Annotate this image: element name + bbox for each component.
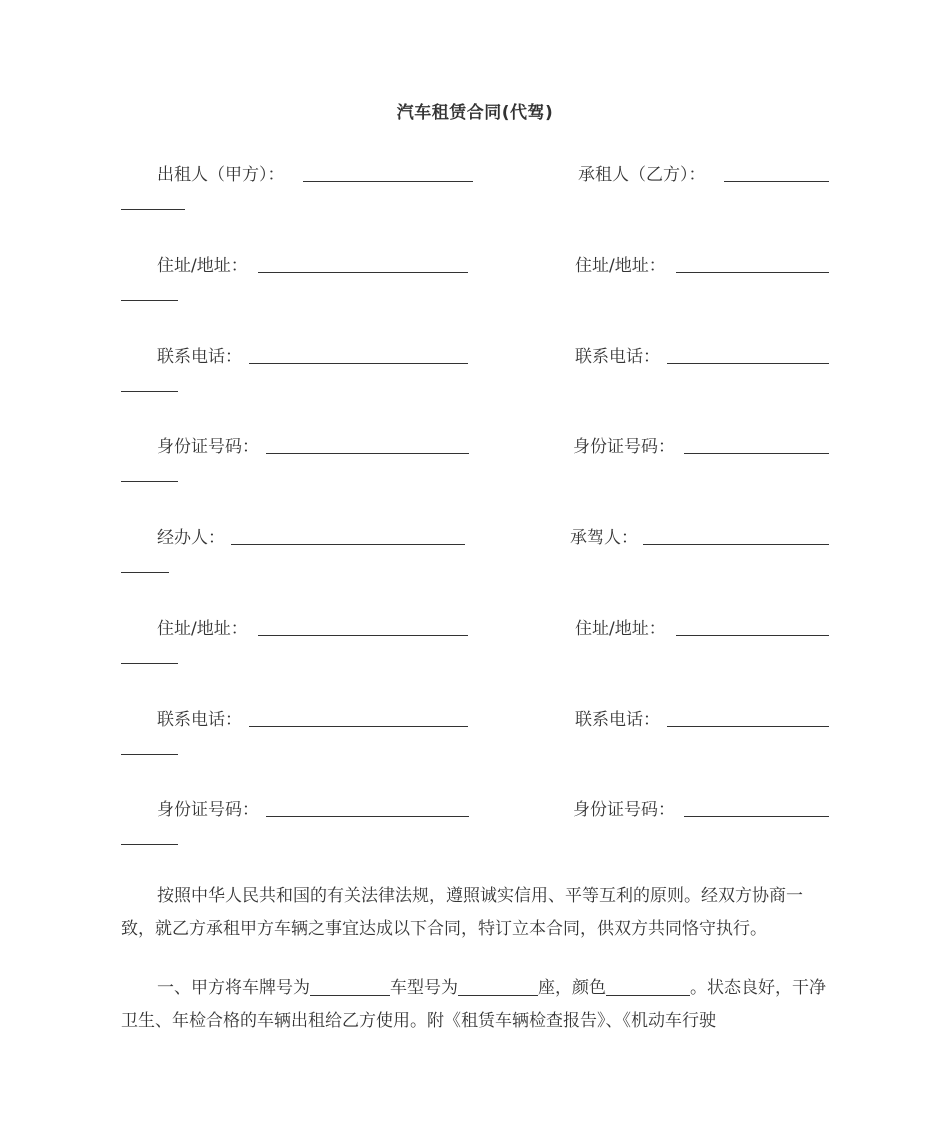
lessee-id-label: 身份证号码： <box>573 437 675 457</box>
driver-id-blank-continued[interactable] <box>121 844 178 845</box>
plate-number-blank[interactable] <box>310 978 390 996</box>
driver-blank-continued[interactable] <box>121 572 169 573</box>
clause-1-part-2: 车型号为 <box>390 978 458 998</box>
lessee-phone-label: 联系电话： <box>575 347 660 367</box>
lessor-blank[interactable] <box>303 181 473 182</box>
lessee-blank[interactable] <box>724 181 829 182</box>
driver-blank[interactable] <box>643 544 829 545</box>
lessee-label: 承租人（乙方）： <box>578 165 706 185</box>
lessor-address-label: 住址/地址： <box>157 256 248 276</box>
driver-label: 承驾人： <box>570 528 638 548</box>
agent-id-blank[interactable] <box>266 816 469 817</box>
driver-phone-label: 联系电话： <box>575 710 660 730</box>
party-row-agent <box>0 523 950 583</box>
lessee-blank-continued[interactable] <box>121 209 185 210</box>
driver-id-blank[interactable] <box>684 816 829 817</box>
agent-phone-blank[interactable] <box>249 726 468 727</box>
driver-phone-blank-continued[interactable] <box>121 754 178 755</box>
lessor-phone-blank[interactable] <box>249 363 468 364</box>
party-row-phone-1 <box>0 342 950 402</box>
driver-id-label: 身份证号码： <box>573 800 675 820</box>
party-row-phone-2 <box>0 705 950 765</box>
clause-1-part-4: 。状态良好，干净卫生、年检合格的车辆出租给乙方使用。附《租赁车辆检查报告》、《机动车行驶 <box>121 978 826 1031</box>
lessee-id-blank[interactable] <box>684 453 829 454</box>
driver-address-blank[interactable] <box>676 635 829 636</box>
clause-1-part-1: 一、甲方将车牌号为 <box>157 978 310 998</box>
clause-1-paragraph <box>121 972 831 1038</box>
lessee-address-blank-continued[interactable] <box>121 300 178 301</box>
agent-blank[interactable] <box>231 544 465 545</box>
car-model-blank[interactable] <box>458 978 538 996</box>
lessor-label: 出租人（甲方）： <box>157 165 285 185</box>
driver-address-blank-continued[interactable] <box>121 663 178 664</box>
party-row-lessor <box>0 160 950 220</box>
document-title: 汽车租赁合同(代驾) <box>396 103 554 123</box>
agent-address-blank[interactable] <box>258 635 468 636</box>
driver-address-label: 住址/地址： <box>575 619 666 639</box>
lessee-phone-blank[interactable] <box>667 363 829 364</box>
lessee-address-label: 住址/地址： <box>575 256 666 276</box>
lessee-id-blank-continued[interactable] <box>121 481 178 482</box>
agent-phone-label: 联系电话： <box>157 710 242 730</box>
intro-paragraph: 按照中华人民共和国的有关法律法规，遵照诚实信用、平等互利的原则。经双方协商一致，就乙方承租甲方车辆之事宜达成以下合同，特订立本合同，供双方共同恪守执行。 <box>121 886 803 939</box>
lessor-phone-label: 联系电话： <box>157 347 242 367</box>
lessor-address-blank[interactable] <box>258 272 468 273</box>
clause-1-part-3: 座，颜色 <box>538 978 606 998</box>
agent-label: 经办人： <box>157 528 225 548</box>
party-row-address-1 <box>0 251 950 311</box>
color-blank[interactable] <box>606 978 690 996</box>
driver-phone-blank[interactable] <box>667 726 829 727</box>
lessor-id-blank[interactable] <box>266 453 469 454</box>
party-row-id-1 <box>0 432 950 492</box>
lessor-id-label: 身份证号码： <box>157 437 259 457</box>
lessee-address-blank[interactable] <box>676 272 829 273</box>
agent-id-label: 身份证号码： <box>157 800 259 820</box>
lessee-phone-blank-continued[interactable] <box>121 391 178 392</box>
agent-address-label: 住址/地址： <box>157 619 248 639</box>
party-row-address-2 <box>0 614 950 674</box>
party-row-id-2 <box>0 795 950 855</box>
